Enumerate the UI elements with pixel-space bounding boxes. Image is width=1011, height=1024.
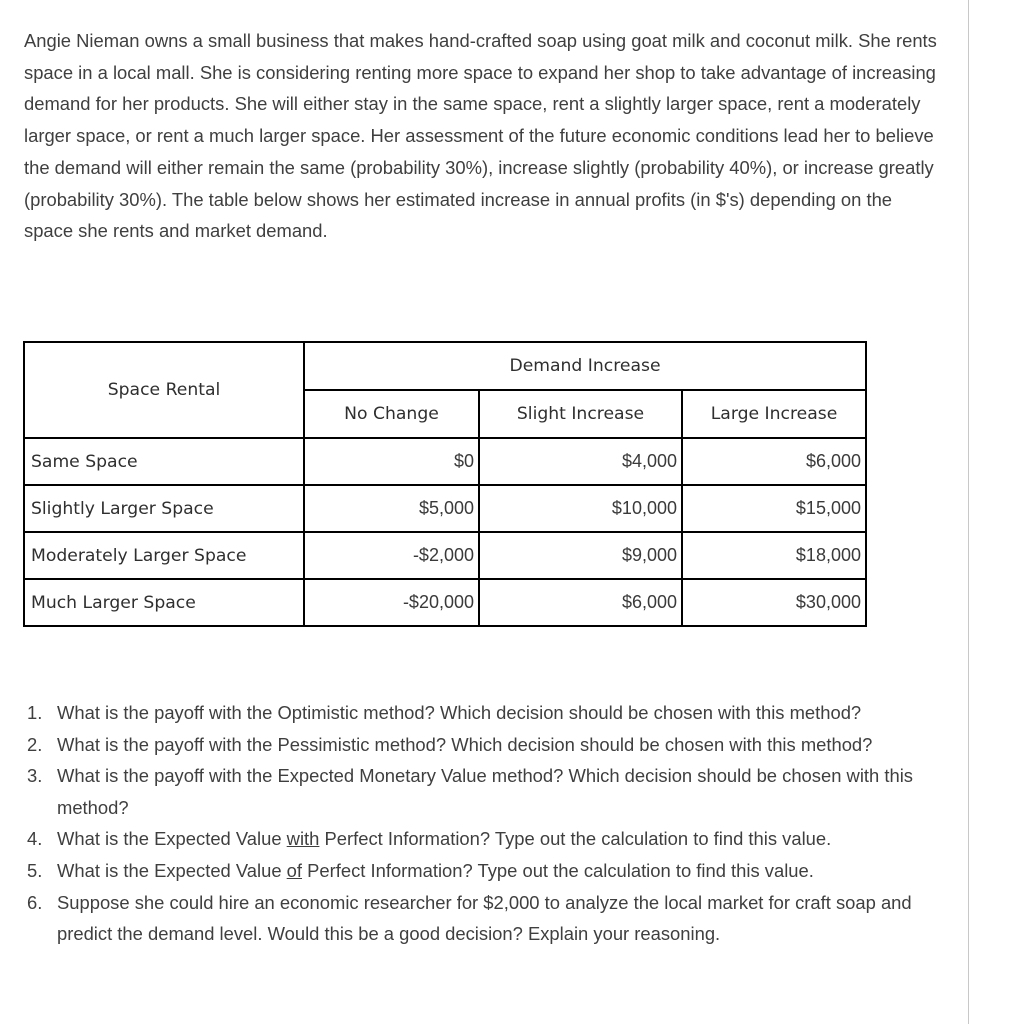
question-item-4 bbox=[24, 823, 944, 855]
question-text-end: Perfect Information? Type out the calculation to find this value. bbox=[319, 828, 832, 850]
question-text-start: What is the Expected Value bbox=[57, 859, 287, 881]
row-header-slightly-larger-space: Slightly Larger Space bbox=[24, 485, 304, 532]
column-header-large-increase: Large Increase bbox=[682, 390, 866, 438]
question-text: What is the payoff with the Optimistic method? Which decision should be chosen with this method? bbox=[57, 702, 862, 723]
question-number: 5. bbox=[27, 859, 43, 881]
question-text: What is the payoff with the Pessimistic method? Which decision should be chosen with this method? bbox=[57, 733, 873, 755]
question-number: 2. bbox=[27, 733, 43, 755]
table-cell: $18,000 bbox=[682, 532, 866, 579]
table-cell: $6,000 bbox=[479, 579, 682, 626]
row-header-much-larger-space: Much Larger Space bbox=[24, 579, 304, 626]
question-number: 6. bbox=[27, 891, 43, 913]
column-header-slight-increase: Slight Increase bbox=[479, 390, 682, 438]
table-cell: $9,000 bbox=[479, 532, 682, 579]
question-text-start: What is the Expected Value bbox=[57, 828, 287, 850]
table-cell: $10,000 bbox=[479, 485, 682, 532]
question-number: 1. bbox=[27, 702, 43, 723]
corner-header-space-rental: Space Rental bbox=[24, 342, 304, 438]
table-row bbox=[24, 579, 866, 626]
table-cell: $30,000 bbox=[682, 579, 866, 626]
problem-statement bbox=[24, 25, 944, 247]
column-header-no-change: No Change bbox=[304, 390, 479, 438]
group-header-demand-increase: Demand Increase bbox=[304, 342, 866, 390]
underlined-word-of: of bbox=[286, 859, 303, 881]
table-row bbox=[24, 532, 866, 579]
table-cell: $0 bbox=[304, 438, 479, 485]
table-cell: -$20,000 bbox=[304, 579, 479, 626]
underlined-word-with: with bbox=[286, 828, 320, 850]
table-cell: $5,000 bbox=[304, 485, 479, 532]
payoff-table bbox=[23, 341, 867, 627]
table-cell: -$2,000 bbox=[304, 532, 479, 579]
question-item-6 bbox=[24, 887, 944, 950]
table-cell: $4,000 bbox=[479, 438, 682, 485]
question-text: What is the payoff with the Expected Monetary Value method? Which decision should be chosen with this method? bbox=[57, 765, 913, 818]
question-item-1 bbox=[24, 697, 944, 729]
question-list bbox=[24, 697, 944, 950]
question-number: 4. bbox=[27, 828, 43, 850]
row-header-same-space: Same Space bbox=[24, 438, 304, 485]
table-row bbox=[24, 485, 866, 532]
question-item-5 bbox=[24, 855, 944, 887]
row-header-moderately-larger-space: Moderately Larger Space bbox=[24, 532, 304, 579]
question-text-end: Perfect Information? Type out the calculation to find this value. bbox=[302, 859, 814, 881]
table-row bbox=[24, 438, 866, 485]
question-text: Suppose she could hire an economic researcher for $2,000 to analyze the local market for craft soap and predict the demand level. Would this be a good decision? Explain your reasoning. bbox=[57, 891, 912, 945]
table-cell: $6,000 bbox=[682, 438, 866, 485]
question-number: 3. bbox=[27, 765, 43, 787]
intro-paragraph: Angie Nieman owns a small business that makes hand-crafted soap using goat milk and coconut milk. She rents space in a local mall. She is considering renting more space to expand her shop to take advantage of increasing demand for her products. She will either stay in the same space, rent a slightly larger space, rent a moderately larger space, or rent a much larger space. Her assessment of the future economic conditions lead her to believe the demand will either remain the same (probability 30%), increase slightly (probability 40%), or increase greatly (probability 30%). The table below shows her estimated increase in annual profits (in $'s) depending on the space she rents and market demand. bbox=[24, 30, 937, 242]
question-item-2 bbox=[24, 729, 944, 761]
question-item-3 bbox=[24, 760, 944, 823]
table-cell: $15,000 bbox=[682, 485, 866, 532]
page-right-border bbox=[968, 0, 969, 1024]
